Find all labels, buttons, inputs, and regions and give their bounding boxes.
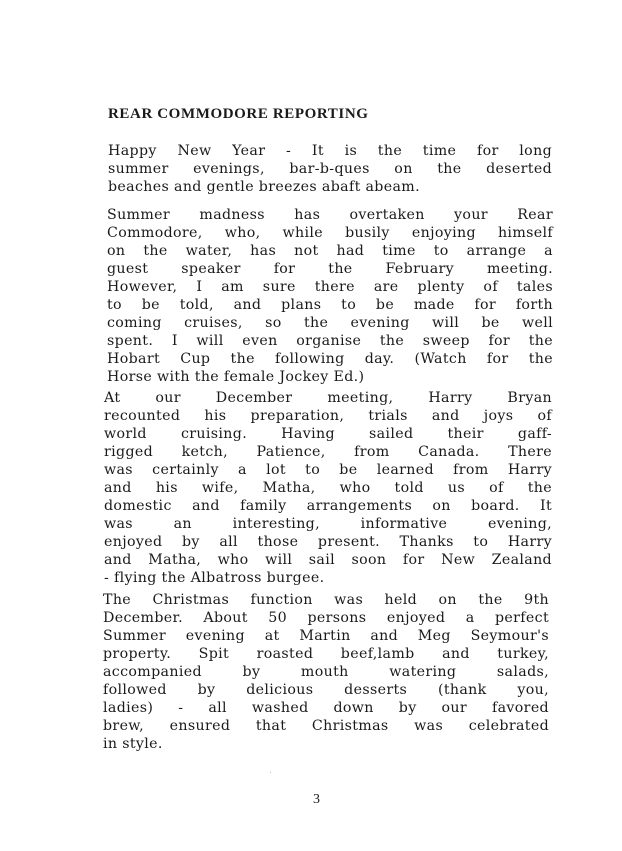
text-line: Horse with the female Jockey Ed.) [107, 369, 365, 385]
text-line: guest speaker for the February meeting. [107, 261, 553, 277]
text-line: beaches and gentle breezes abaft abeam. [108, 179, 420, 195]
text-line: coming cruises, so the evening will be well [107, 315, 553, 331]
scan-speck [270, 772, 271, 773]
text-line: recounted his preparation, trials and joys of [104, 408, 552, 424]
text-line: followed by delicious desserts (thank you, [103, 682, 549, 698]
text-line: Hobart Cup the following day. (Watch for the [107, 351, 553, 367]
text-line: accompanied by mouth watering salads, [103, 664, 549, 680]
text-line: enjoyed by all those present. Thanks to Harry [104, 534, 552, 550]
text-line: brew, ensured that Christmas was celebrated [103, 718, 549, 734]
text-line: summer evenings, bar-b-ques on the deserted [108, 161, 552, 177]
paragraph-summer-madness [107, 206, 553, 386]
paragraph-christmas-function [103, 591, 549, 753]
text-line: The Christmas function was held on the 9th [103, 592, 549, 608]
text-line: Happy New Year - It is the time for long [108, 143, 552, 159]
text-line: world cruising. Having sailed their gaff- [104, 426, 552, 442]
text-line: in style. [103, 736, 163, 752]
text-line: Commodore, who, while busily enjoying himself [107, 225, 553, 241]
text-line: on the water, has not had time to arrange a [107, 243, 553, 259]
article-heading: REAR COMMODORE REPORTING [108, 106, 369, 122]
text-line: domestic and family arrangements on board. It [104, 498, 552, 514]
text-line: Summer madness has overtaken your Rear [107, 207, 553, 223]
text-line: and his wife, Matha, who told us of the [104, 480, 552, 496]
paragraph-new-year [108, 142, 552, 196]
text-line: property. Spit roasted beef,lamb and turkey, [103, 646, 549, 662]
page-number: 3 [313, 792, 320, 807]
text-line: However, I am sure there are plenty of tales [107, 279, 553, 295]
text-line: and Matha, who will sail soon for New Zealand [104, 552, 552, 568]
text-line: rigged ketch, Patience, from Canada. There [104, 444, 552, 460]
text-line: December. About 50 persons enjoyed a perfect [103, 610, 549, 626]
text-line: was an interesting, informative evening, [104, 516, 552, 532]
text-line: At our December meeting, Harry Bryan [104, 390, 552, 406]
text-line: Summer evening at Martin and Meg Seymour's [103, 628, 549, 644]
text-line: to be told, and plans to be made for forth [107, 297, 553, 313]
text-line: ladies) - all washed down by our favored [103, 700, 549, 716]
text-line: spent. I will even organise the sweep for the [107, 333, 553, 349]
paragraph-december-meeting [104, 389, 552, 587]
text-line: was certainly a lot to be learned from Harry [104, 462, 552, 478]
text-line: - flying the Albatross burgee. [104, 570, 325, 586]
